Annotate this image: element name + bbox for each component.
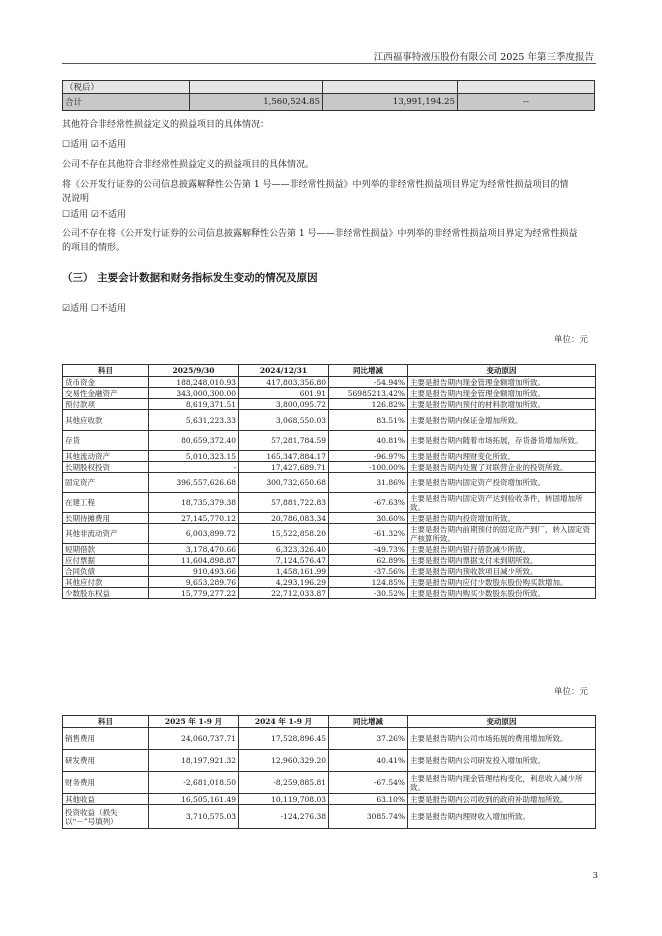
change-percent: 62.89% — [329, 555, 408, 566]
column-header: 2025 年 1-9 月 — [149, 716, 239, 728]
change-reason: 主要是报告期内保证金增加所致。 — [408, 410, 596, 431]
total-row — [63, 94, 595, 111]
item-name: 销售费用 — [63, 728, 149, 750]
prior-value: 4,293,196.29 — [239, 577, 329, 588]
row-label: （税后） — [63, 81, 190, 94]
change-reason: 主要是报告期内前期预付的固定资产到厂，转入固定资产核算所致。 — [408, 524, 596, 544]
current-value: 27,145,770.12 — [149, 513, 239, 524]
table-row — [63, 805, 596, 829]
table-row — [63, 388, 596, 399]
current-value: 8,619,371.51 — [149, 399, 239, 410]
change-percent: 37.26% — [329, 728, 408, 750]
total-label: 合计 — [63, 94, 190, 111]
table-row — [63, 555, 596, 566]
table-row — [63, 513, 596, 524]
table-row — [63, 451, 596, 462]
item-name: 短期借款 — [63, 544, 149, 555]
change-reason: 主要是报告期内随着市场拓展，存货备货增加所致。 — [408, 431, 596, 451]
item-name: 交易性金融资产 — [63, 388, 149, 399]
change-percent: 3085.74% — [329, 805, 408, 829]
applicable-checkbox-1: ☐适用 ☑不适用 — [62, 140, 126, 150]
paragraph-3: 将《公开发行证券的公司信息披露解释性公告第 1 号——非经常性损益》中列举的非经常性损益项目界定为经常性损益项目的情况说明 — [62, 180, 569, 204]
total-prior: 13,991,194.25 — [323, 94, 458, 111]
item-name: 固定资产 — [63, 473, 149, 493]
table-row — [63, 750, 596, 772]
table-row — [63, 566, 596, 577]
column-header: 同比增减 — [329, 716, 408, 728]
column-header: 2024/12/31 — [239, 365, 329, 377]
item-name: 预付款项 — [63, 399, 149, 410]
column-header: 科目 — [63, 716, 149, 728]
paragraph-4: 公司不存在将《公开发行证券的公司信息披露解释性公告第 1 号——非经常性损益》中列举的非经常性损益项目界定为经常性损益的项目的情形。 — [62, 229, 578, 253]
unit-label-2: 单位：元 — [553, 687, 588, 697]
change-reason: 主要是报告期内投资增加所致。 — [408, 513, 596, 524]
current-value: 910,493.66 — [149, 566, 239, 577]
change-percent: -67.54% — [329, 772, 408, 794]
change-reason: 主要是报告期内银行借款减少所致。 — [408, 544, 596, 555]
prior-value: 17,427,689.71 — [239, 462, 329, 473]
table-row — [63, 81, 595, 94]
table-header-row — [63, 716, 596, 728]
change-reason: 主要是报告期内现金管理金额增加所致。 — [408, 377, 596, 388]
change-reason: 主要是报告期内公司市场拓展的费用增加所致。 — [408, 728, 596, 750]
prior-value: 6,323,326.40 — [239, 544, 329, 555]
current-value: 16,505,161.49 — [149, 794, 239, 805]
item-name: 货币资金 — [63, 377, 149, 388]
table-row — [63, 544, 596, 555]
change-reason: 主要是报告期内理财变化所致。 — [408, 451, 596, 462]
current-value: 6,003,899.72 — [149, 524, 239, 544]
change-reason: 主要是报告期内公司研发投入增加所致。 — [408, 750, 596, 772]
table-row — [63, 377, 596, 388]
change-reason: 主要是报告期内处置了对联营企业的投资所致。 — [408, 462, 596, 473]
report-header-title: 江西福事特液压股份有限公司 2025 年第三季度报告 — [373, 52, 594, 63]
item-name: 研发费用 — [63, 750, 149, 772]
change-reason: 主要是报告期内固定资产投资增加所致。 — [408, 473, 596, 493]
item-name: 长期股权投资 — [63, 462, 149, 473]
current-value: 80,659,372.40 — [149, 431, 239, 451]
prior-value: 57,881,722.83 — [239, 493, 329, 513]
table-row — [63, 577, 596, 588]
unit-label-1: 单位：元 — [553, 335, 588, 345]
current-value: -2,681,018.50 — [149, 772, 239, 794]
applicable-checkbox-3: ☑适用 ☐不适用 — [62, 304, 126, 314]
change-reason: 主要是报告期内应付少数股东股份购买款增加。 — [408, 577, 596, 588]
current-value: 3,178,470.66 — [149, 544, 239, 555]
change-percent: 40.41% — [329, 750, 408, 772]
item-name: 其他流动资产 — [63, 451, 149, 462]
paragraph-1: 其他符合非经常性损益定义的损益项目的具体情况： — [62, 120, 270, 130]
cell — [190, 81, 323, 94]
current-value: 3,710,575.03 — [149, 805, 239, 829]
prior-value: 20,786,083.34 — [239, 513, 329, 524]
current-value: - — [149, 462, 239, 473]
change-percent: 83.51% — [329, 410, 408, 431]
change-reason: 主要是报告期内购买少数股东股份所致。 — [408, 588, 596, 599]
item-name: 在建工程 — [63, 493, 149, 513]
prior-value: -124,276.38 — [239, 805, 329, 829]
prior-value: 3,068,550.03 — [239, 410, 329, 431]
change-reason: 主要是报告期内固定资产达到验收条件，转固增加所致。 — [408, 493, 596, 513]
cell — [458, 81, 595, 94]
item-name: 合同负债 — [63, 566, 149, 577]
table-row — [63, 588, 596, 599]
prior-value: 165,347,884.17 — [239, 451, 329, 462]
change-percent: 56985213.42% — [329, 388, 408, 399]
table-row — [63, 794, 596, 805]
column-header: 变动原因 — [408, 365, 596, 377]
change-reason: 主要是报告期内公司收到的政府补助增加所致。 — [408, 794, 596, 805]
header-divider — [62, 63, 596, 64]
current-value: 9,653,289.76 — [149, 577, 239, 588]
column-header: 同比增减 — [329, 365, 408, 377]
cell — [323, 81, 458, 94]
column-header: 2025/9/30 — [149, 365, 239, 377]
change-percent: 126.82% — [329, 399, 408, 410]
current-value: 188,248,010.93 — [149, 377, 239, 388]
change-percent: 63.10% — [329, 794, 408, 805]
item-name: 其他应收款 — [63, 410, 149, 431]
item-name: 其他非流动资产 — [63, 524, 149, 544]
prior-value: 12,960,329.20 — [239, 750, 329, 772]
prior-value: 15,522,858.20 — [239, 524, 329, 544]
table-header-row — [63, 365, 596, 377]
total-current: 1,560,524.85 — [190, 94, 323, 111]
current-value: 396,557,626.68 — [149, 473, 239, 493]
current-value: 5,010,323.15 — [149, 451, 239, 462]
total-note: -- — [458, 94, 595, 111]
item-name: 少数股东权益 — [63, 588, 149, 599]
current-value: 343,000,300.00 — [149, 388, 239, 399]
table-row — [63, 399, 596, 410]
change-reason: 主要是报告期内票据支付未到期所致。 — [408, 555, 596, 566]
current-value: 15,779,277.22 — [149, 588, 239, 599]
table-row — [63, 431, 596, 451]
nonrecurring-summary-table — [62, 80, 595, 111]
prior-value: 417,803,356.80 — [239, 377, 329, 388]
change-reason: 主要是报告期内预收款项目减少所致。 — [408, 566, 596, 577]
item-name: 其他应付款 — [63, 577, 149, 588]
applicable-checkbox-2: ☐适用 ☑不适用 — [62, 210, 126, 220]
change-percent: -100.00% — [329, 462, 408, 473]
change-percent: -49.73% — [329, 544, 408, 555]
table-row — [63, 524, 596, 544]
prior-value: 17,528,896.45 — [239, 728, 329, 750]
item-name: 财务费用 — [63, 772, 149, 794]
table-row — [63, 728, 596, 750]
prior-value: 1,458,161.99 — [239, 566, 329, 577]
table-row — [63, 493, 596, 513]
item-name: 长期待摊费用 — [63, 513, 149, 524]
section-title: （三） 主要会计数据和财务指标发生变动的情况及原因 — [62, 272, 318, 284]
change-percent: -37.56% — [329, 566, 408, 577]
balance-sheet-changes-table — [62, 364, 596, 599]
change-percent: 30.60% — [329, 513, 408, 524]
table-row — [63, 410, 596, 431]
column-header: 2024 年 1-9 月 — [239, 716, 329, 728]
prior-value: 601.91 — [239, 388, 329, 399]
change-percent: 31.86% — [329, 473, 408, 493]
prior-value: 7,124,576.47 — [239, 555, 329, 566]
table-row — [63, 772, 596, 794]
column-header: 变动原因 — [408, 716, 596, 728]
current-value: 18,197,921.32 — [149, 750, 239, 772]
current-value: 24,060,737.71 — [149, 728, 239, 750]
item-name: 应付票据 — [63, 555, 149, 566]
income-statement-changes-table — [62, 715, 596, 829]
prior-value: 10,119,708.03 — [239, 794, 329, 805]
table-row — [63, 462, 596, 473]
change-percent: -96.97% — [329, 451, 408, 462]
item-name: 投资收益（损失以“－”号填列） — [63, 805, 149, 829]
item-name: 其他收益 — [63, 794, 149, 805]
item-name: 存货 — [63, 431, 149, 451]
change-percent: -54.94% — [329, 377, 408, 388]
change-reason: 主要是报告期内现金管理结构变化，利息收入减少所致。 — [408, 772, 596, 794]
change-percent: -61.32% — [329, 524, 408, 544]
table-row — [63, 473, 596, 493]
change-reason: 主要是报告期内预付的材料款增加所致。 — [408, 399, 596, 410]
prior-value: -8,259,885.81 — [239, 772, 329, 794]
change-percent: -30.52% — [329, 588, 408, 599]
change-percent: -67.63% — [329, 493, 408, 513]
change-percent: 40.81% — [329, 431, 408, 451]
current-value: 18,735,379.38 — [149, 493, 239, 513]
prior-value: 3,800,095.72 — [239, 399, 329, 410]
prior-value: 22,712,033.87 — [239, 588, 329, 599]
change-reason: 主要是报告期内现金管理金额增加所致。 — [408, 388, 596, 399]
change-reason: 主要是报告期内理财收入增加所致。 — [408, 805, 596, 829]
paragraph-2: 公司不存在其他符合非经常性损益定义的损益项目的具体情况。 — [62, 160, 315, 170]
page-number: 3 — [592, 871, 598, 881]
prior-value: 57,281,784.59 — [239, 431, 329, 451]
change-percent: 124.85% — [329, 577, 408, 588]
current-value: 11,604,898.87 — [149, 555, 239, 566]
current-value: 5,631,223.33 — [149, 410, 239, 431]
column-header: 科目 — [63, 365, 149, 377]
prior-value: 300,732,650.68 — [239, 473, 329, 493]
